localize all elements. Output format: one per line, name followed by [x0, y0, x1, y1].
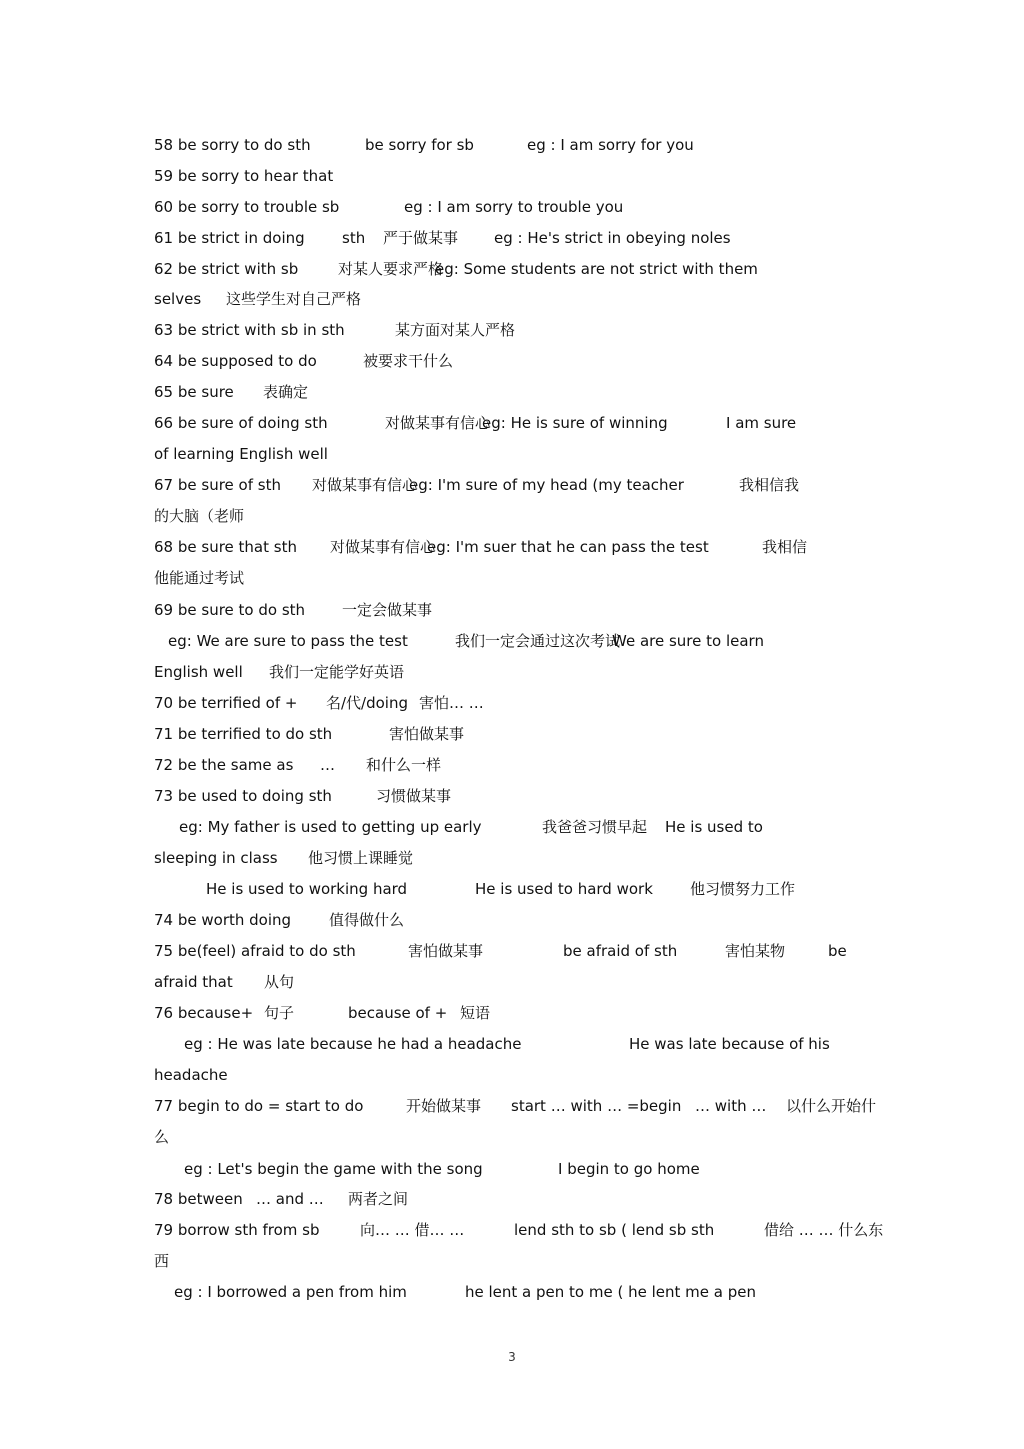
- line-text: 79 borrow sth from sb: [154, 1221, 320, 1239]
- entry-line: [154, 534, 964, 560]
- line-text: 被要求干什么: [363, 352, 454, 370]
- line-text: be: [828, 942, 847, 960]
- entry-line: [154, 1156, 964, 1182]
- line-text: eg: My father is used to getting up early: [179, 818, 482, 836]
- line-text: 么: [154, 1128, 170, 1146]
- entry-line: [154, 1248, 964, 1274]
- line-text: 62 be strict with sb: [154, 260, 299, 278]
- line-text: 71 be terrified to do sth: [154, 725, 333, 743]
- entry-line: [154, 938, 964, 964]
- line-text: eg : I am sorry for you: [527, 136, 694, 154]
- line-text: 77 begin to do = start to do: [154, 1097, 364, 1115]
- entry-line: [154, 1186, 964, 1212]
- line-text: 严于做某事: [383, 229, 459, 247]
- entry-line: [154, 783, 964, 809]
- line-text: sth: [342, 229, 366, 247]
- entry-line: [154, 1279, 964, 1305]
- entry-line: [154, 441, 964, 467]
- line-text: 表确定: [263, 383, 309, 401]
- line-text: 害怕… …: [419, 694, 484, 712]
- entry-line: [154, 690, 964, 716]
- line-text: 69 be sure to do sth: [154, 601, 306, 619]
- line-text: 的大脑（老师: [154, 507, 245, 525]
- line-text: 害怕某物: [725, 942, 786, 960]
- line-text: 59 be sorry to hear that: [154, 167, 334, 185]
- line-text: eg: Some students are not strict with them: [435, 260, 758, 278]
- line-text: 从句: [264, 973, 295, 991]
- line-text: … and …: [256, 1190, 324, 1208]
- line-text: He is used to: [665, 818, 763, 836]
- line-text: 开始做某事: [406, 1097, 482, 1115]
- line-text: 西: [154, 1252, 170, 1270]
- entry-line: [154, 286, 964, 312]
- line-text: start … with … =begin: [511, 1097, 682, 1115]
- line-text: 借给 … … 什么东: [764, 1221, 884, 1239]
- entry-line: [154, 845, 964, 871]
- line-text: 76 because+: [154, 1004, 254, 1022]
- entry-line: [154, 163, 964, 189]
- line-text: He was late because of his: [629, 1035, 830, 1053]
- entry-line: [154, 472, 964, 498]
- line-text: I am sure: [726, 414, 797, 432]
- line-text: eg : He was late because he had a headache: [184, 1035, 522, 1053]
- line-text: eg: We are sure to pass the test: [168, 632, 408, 650]
- line-text: 一定会做某事: [342, 601, 433, 619]
- line-text: He is used to working hard: [206, 880, 408, 898]
- line-text: 这些学生对自己严格: [226, 290, 362, 308]
- line-text: 和什么一样: [366, 756, 442, 774]
- entry-line: [154, 1093, 964, 1119]
- line-text: 他习惯上课睡觉: [308, 849, 414, 867]
- line-text: 句子: [264, 1004, 295, 1022]
- line-text: 68 be sure that sth: [154, 538, 297, 556]
- line-text: 两者之间: [348, 1190, 409, 1208]
- line-text: of learning English well: [154, 445, 328, 463]
- line-text: 对某人要求严格: [338, 260, 444, 278]
- line-text: 65 be sure: [154, 383, 234, 401]
- line-text: 某方面对某人严格: [395, 321, 516, 339]
- line-text: 74 be worth doing: [154, 911, 292, 929]
- line-text: 63 be strict with sb in sth: [154, 321, 345, 339]
- line-text: 64 be supposed to do: [154, 352, 317, 370]
- line-text: 害怕做某事: [408, 942, 484, 960]
- line-text: eg : Let's begin the game with the song: [184, 1160, 483, 1178]
- entry-line: [154, 752, 964, 778]
- entry-line: [154, 410, 964, 436]
- line-text: 以什么开始什: [786, 1097, 877, 1115]
- entry-line: [154, 659, 964, 685]
- line-text: 名/代/doing: [326, 694, 409, 712]
- line-text: 向… … 借… …: [360, 1221, 465, 1239]
- line-text: eg : He's strict in obeying noles: [494, 229, 731, 247]
- line-text: 我相信我: [739, 476, 800, 494]
- line-text: eg: I'm suer that he can pass the test: [427, 538, 709, 556]
- line-text: 75 be(feel) afraid to do sth: [154, 942, 356, 960]
- line-text: because of +: [348, 1004, 448, 1022]
- line-text: 72 be the same as: [154, 756, 294, 774]
- line-text: He is used to hard work: [475, 880, 653, 898]
- line-text: 他能通过考试: [154, 569, 245, 587]
- line-text: selves: [154, 290, 202, 308]
- entry-line: [154, 348, 964, 374]
- entry-line: [154, 194, 964, 220]
- line-text: 58 be sorry to do sth: [154, 136, 311, 154]
- entry-line: [154, 814, 964, 840]
- line-text: …: [320, 756, 335, 774]
- line-text: 我相信: [762, 538, 808, 556]
- line-text: … with …: [695, 1097, 767, 1115]
- entry-line: [154, 597, 964, 623]
- entry-line: [154, 225, 964, 251]
- entry-line: [154, 503, 964, 529]
- line-text: sleeping in class: [154, 849, 278, 867]
- entry-line: [154, 256, 964, 282]
- entry-line: [154, 565, 964, 591]
- entry-line: [154, 876, 964, 902]
- entry-line: [154, 628, 964, 654]
- line-text: 他习惯努力工作: [690, 880, 796, 898]
- line-text: 对做某事有信心: [385, 414, 491, 432]
- line-text: 对做某事有信心: [330, 538, 436, 556]
- entry-line: [154, 907, 964, 933]
- line-text: 对做某事有信心: [312, 476, 418, 494]
- entry-line: [154, 379, 964, 405]
- line-text: he lent a pen to me ( he lent me a pen: [465, 1283, 756, 1301]
- entry-line: [154, 969, 964, 995]
- line-text: 67 be sure of sth: [154, 476, 281, 494]
- line-text: 78 between: [154, 1190, 243, 1208]
- line-text: be afraid of sth: [563, 942, 678, 960]
- line-text: 我们一定能学好英语: [269, 663, 405, 681]
- line-text: headache: [154, 1066, 228, 1084]
- page-number: 3: [508, 1350, 516, 1364]
- entry-line: [154, 1124, 964, 1150]
- line-text: be sorry for sb: [365, 136, 474, 154]
- entry-line: [154, 721, 964, 747]
- line-text: afraid that: [154, 973, 233, 991]
- line-text: 61 be strict in doing: [154, 229, 305, 247]
- entry-line: [154, 1217, 964, 1243]
- line-text: 值得做什么: [329, 911, 405, 929]
- line-text: 我们一定会通过这次考试: [455, 632, 621, 650]
- line-text: 害怕做某事: [389, 725, 465, 743]
- line-text: eg: He is sure of winning: [482, 414, 668, 432]
- line-text: eg : I borrowed a pen from him: [174, 1283, 407, 1301]
- entry-line: [154, 1031, 964, 1057]
- line-text: 我爸爸习惯早起: [542, 818, 648, 836]
- line-text: 66 be sure of doing sth: [154, 414, 328, 432]
- line-text: 70 be terrified of +: [154, 694, 298, 712]
- line-text: lend sth to sb ( lend sb sth: [514, 1221, 715, 1239]
- entry-line: [154, 1062, 964, 1088]
- line-text: 短语: [460, 1004, 491, 1022]
- line-text: eg : I am sorry to trouble you: [404, 198, 624, 216]
- line-text: eg: I'm sure of my head (my teacher: [409, 476, 684, 494]
- line-text: 73 be used to doing sth: [154, 787, 332, 805]
- line-text: 60 be sorry to trouble sb: [154, 198, 340, 216]
- line-text: I begin to go home: [558, 1160, 700, 1178]
- entry-line: [154, 132, 964, 158]
- entry-line: [154, 1000, 964, 1026]
- line-text: 习惯做某事: [376, 787, 452, 805]
- entry-line: [154, 317, 964, 343]
- line-text: We are sure to learn: [612, 632, 764, 650]
- line-text: English well: [154, 663, 243, 681]
